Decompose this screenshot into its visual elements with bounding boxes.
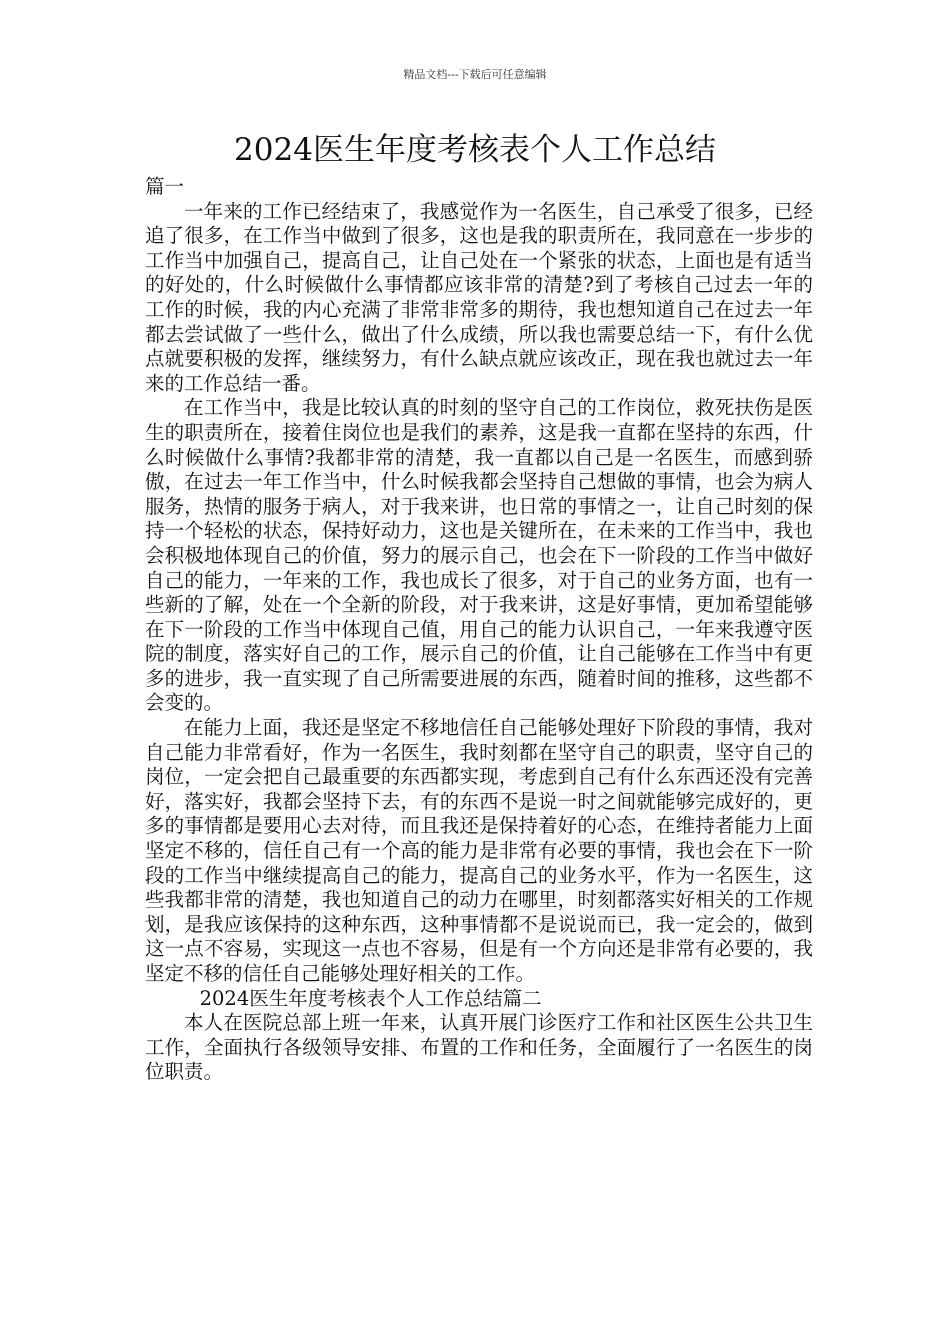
section-label: 篇一 (145, 175, 185, 198)
header-note: 精品文档---下载后可任意编辑 (403, 68, 547, 81)
document-title: 2024医生年度考核表个人工作总结 (234, 132, 716, 168)
document-body (145, 175, 813, 1085)
paragraph: 在工作当中，我是比较认真的时刻的坚守自己的工作岗位，救死扶伤是医生的职责所在，接着住岗位也是我们的素养，这是我一直都在坚持的东西，什么时候做什么事情?我都非常的清楚，我一直都以自己是一名医生，而感到骄傲，在过去一年工作当中，什么时候我都会坚持自己想做的事情，也会为病人服务，热情的服务于病人，对于我来讲，也日常的事情之一，让自己时刻的保持一个轻松的状态，保持好动力，这也是关键所在，在未来的工作当中，我也会积极地体现自己的价值，努力的展示自己，也会在下一阶段的工作当中做好自己的能力，一年来的工作，我也成长了很多，对于自己的业务方面，也有一些新的了解，处在一个全新的阶段，对于我来讲，这是好事情，更加希望能够在下一阶段的工作当中体现自己值，用自己的能力认识自己，一年来我遵守医院的制度，落实好自己的工作，展示自己的价值，让自己能够在工作当中有更多的进步，我一直实现了自己所需要进展的东西，随着时间的推移，这些都不会变的。 (145, 396, 813, 715)
section-heading: 2024医生年度考核表个人工作总结篇二 (199, 986, 542, 1010)
paragraph: 本人在医院总部上班一年来，认真开展门诊医疗工作和社区医生公共卫生工作，全面执行各级领导安排、布置的工作和任务，全面履行了一名医生的岗位职责。 (145, 1011, 813, 1084)
paragraph: 一年来的工作已经结束了，我感觉作为一名医生，自己承受了很多，已经追了很多，在工作当中做到了很多，这也是我的职责所在，我同意在一步步的工作当中加强自己，提高自己，让自己处在一个紧张的状态，上面也是有适当的好处的，什么时候做什么事情都应该非常的清楚?到了考核自己过去一年的工作的时候，我的内心充满了非常非常多的期待，我也想知道自己在过去一年都去尝试做了一些什么，做出了什么成绩，所以我也需要总结一下，有什么优点就要积极的发挥，继续努力，有什么缺点就应该改正，现在我也就过去一年来的工作总结一番。 (145, 199, 813, 395)
paragraph: 在能力上面，我还是坚定不移地信任自己能够处理好下阶段的事情，我对自己能力非常看好，作为一名医生，我时刻都在坚守自己的职责，坚守自己的岗位，一定会把自己最重要的东西都实现，考虑到自己有什么东西还没有完善好，落实好，我都会坚持下去，有的东西不是说一时之间就能够完成好的，更多的事情都是要用心去对待，而且我还是保持着好的心态，在维持者能力上面坚定不移的，信任自己有一个高的能力是非常有必要的事情，我也会在下一阶段的工作当中继续提高自己的能力，提高自己的业务水平，作为一名医生，这些我都非常的清楚，我也知道自己的动力在哪里，时刻都落实好相关的工作规划，是我应该保持的这种东西，这种事情都不是说说而已，我一定会的，做到这一点不容易，实现这一点也不容易，但是有一个方向还是非常有必要的，我坚定不移的信任自己能够处理好相关的工作。 (145, 716, 813, 985)
